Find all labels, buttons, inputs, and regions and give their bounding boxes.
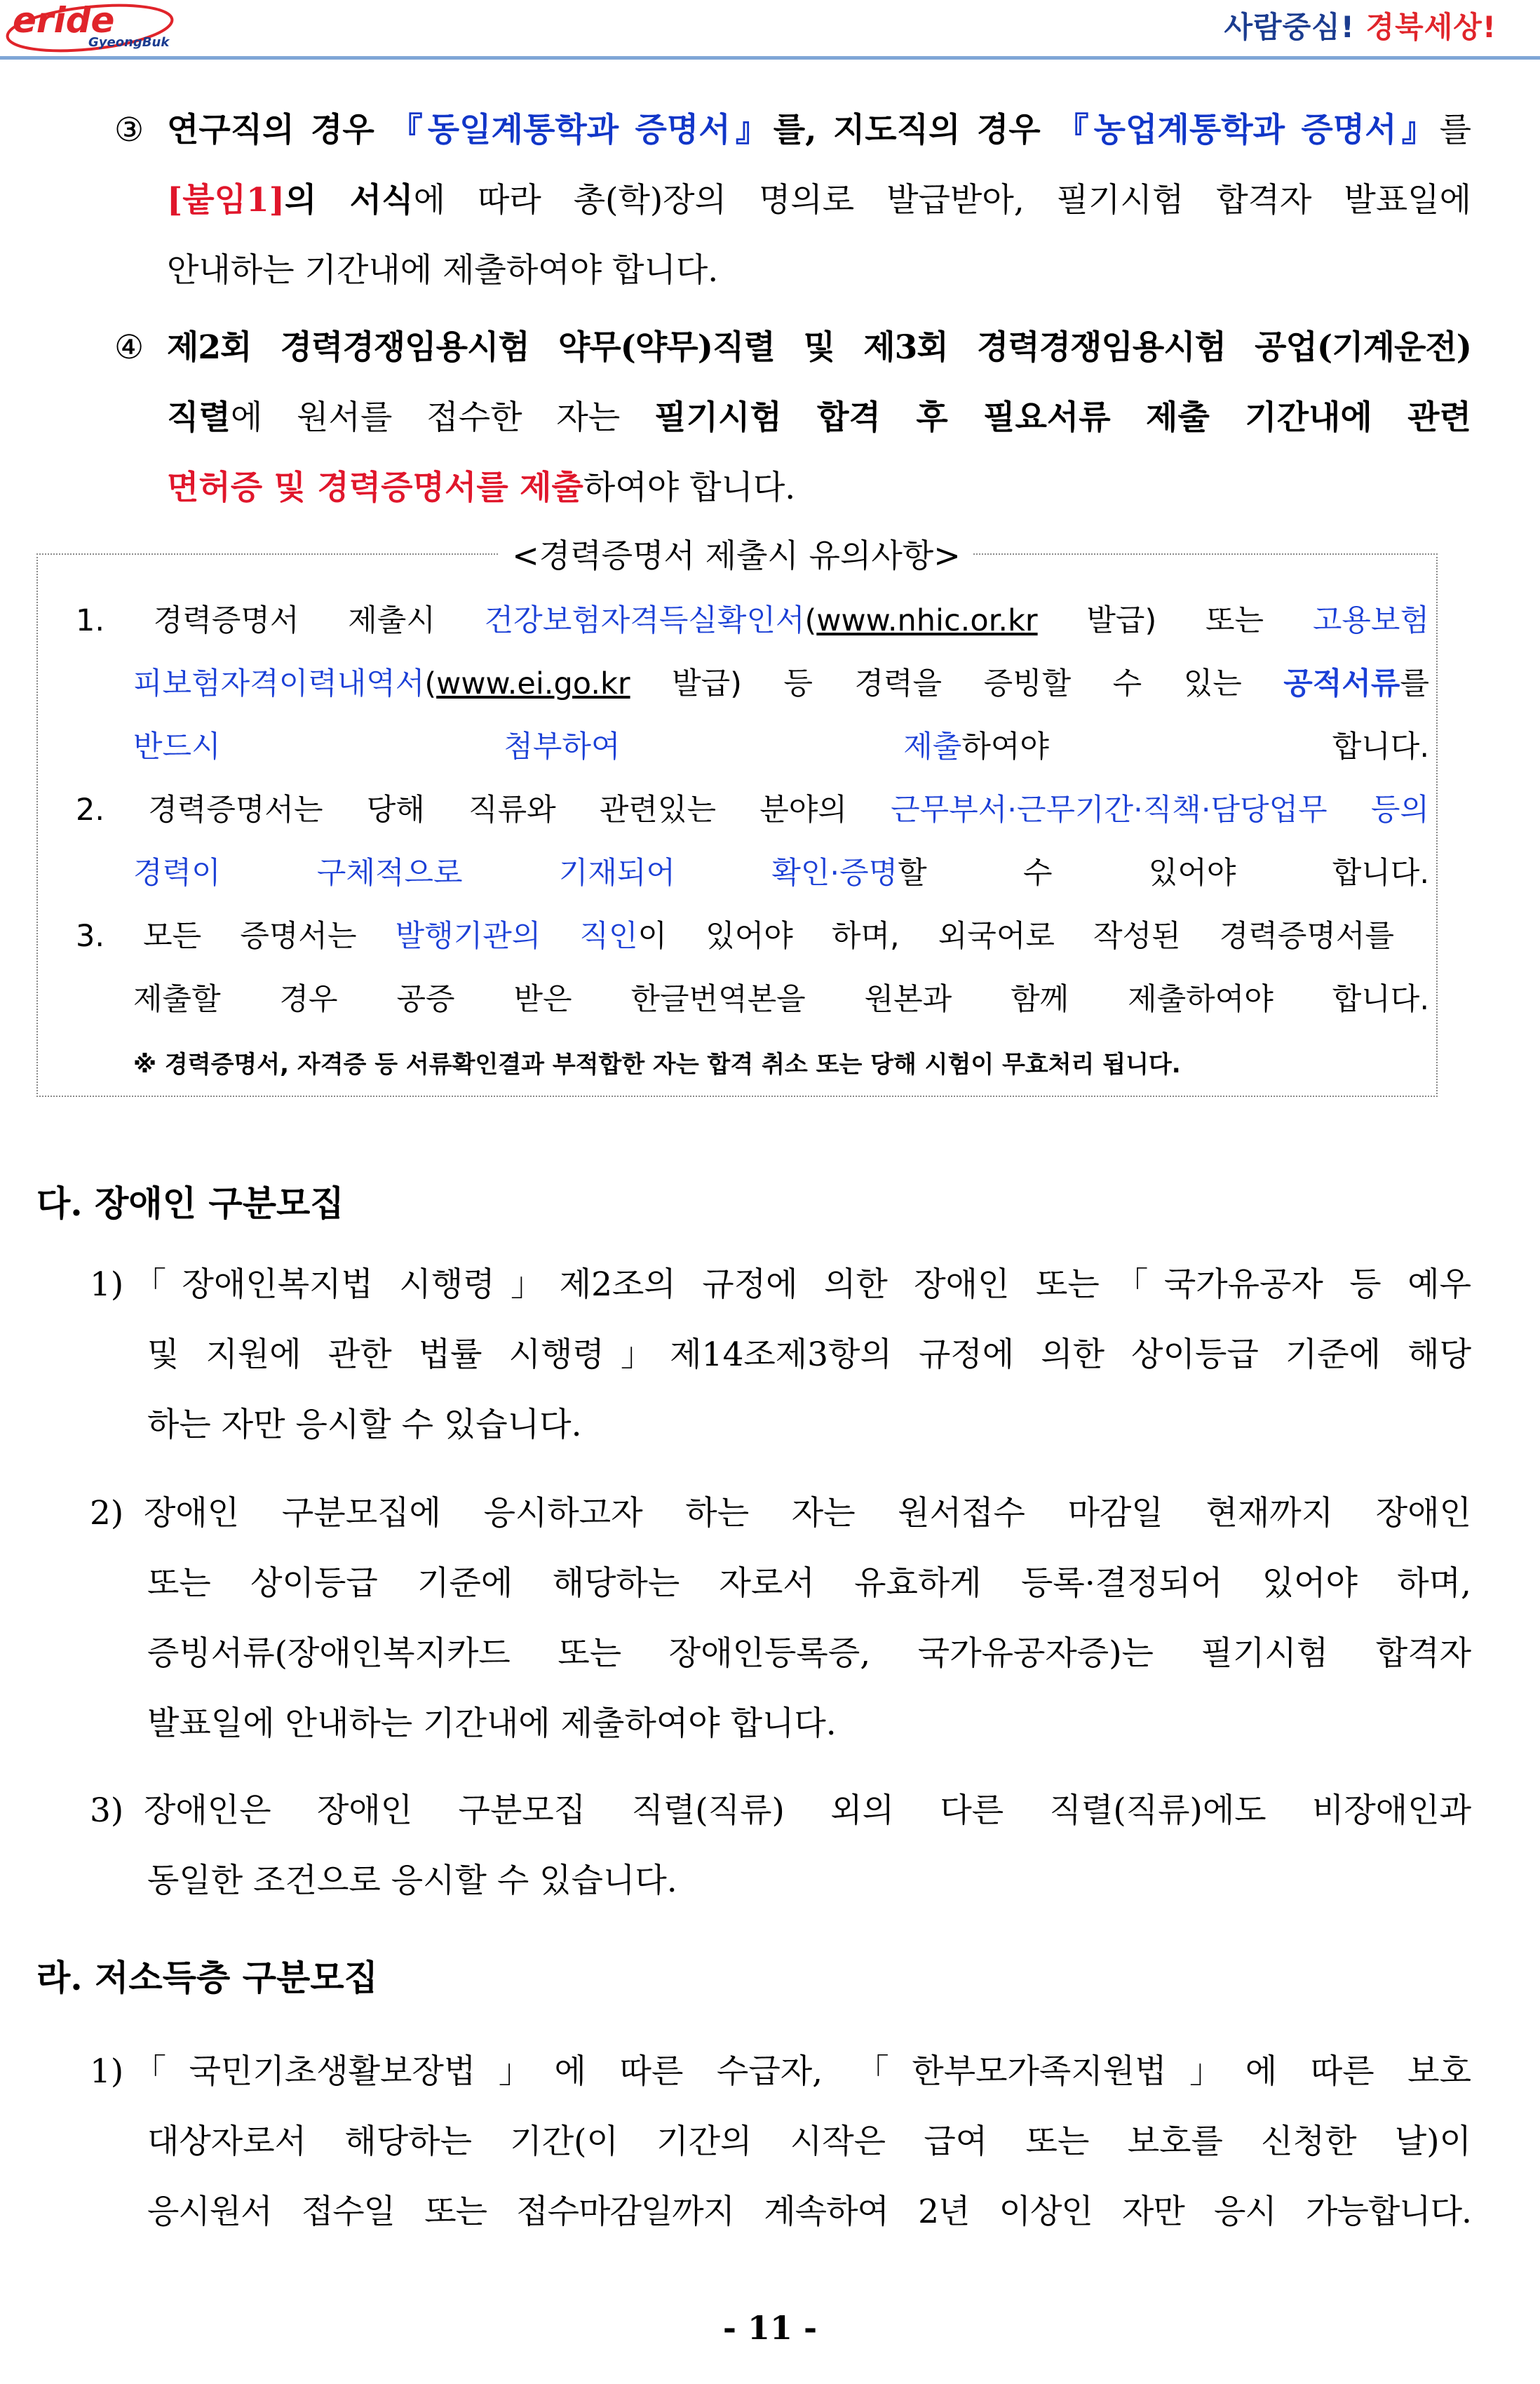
da-p1-line-2: 및 지원에 관한 법률 시행령」제14조제3항의 규정에 의한 상이등급 기준에 해당	[147, 1335, 1471, 1374]
item3-text-7: [붙임1]	[167, 181, 285, 220]
notice-item-3: 3. 모든 증명서는 발행기관의 직인이 있어야 하며, 외국어로 작성된 경력증명서를	[76, 919, 1395, 954]
da-p2-number: 2)	[90, 1494, 124, 1533]
item4-text-3: 에 원서를 접수한 자는	[230, 398, 655, 437]
ei-link[interactable]: www.ei.go.kr	[436, 666, 630, 701]
nhic-link[interactable]: www.nhic.or.kr	[816, 603, 1038, 638]
da-p3-number: 3)	[90, 1791, 124, 1830]
notice-item-2: 2. 경력증명서는 당해 직류와 관련있는 분야의 근무부서·근무기간·직책·담당업무 등의	[76, 793, 1429, 828]
item3-text-10: 안내하는 기간내에 제출하여야 합니다.	[167, 251, 719, 290]
notice-item-3-line-2: 제출할 경우 공증 받은 한글번역본을 원본과 함께 제출하여야 합니다.	[133, 982, 1429, 1017]
ra-p1-line-2: 대상자로서 해당하는 기간(이 기간의 시작은 급여 또는 보호를 신청한 날)이	[147, 2122, 1471, 2161]
section-da-heading: 다. 장애인 구분모집	[36, 1183, 344, 1224]
item3-text-3: 를,	[773, 111, 833, 149]
notice-warning: ※ 경력증명서, 자격증 등 서류확인결과 부적합한 자는 합격 취소 또는 당해 시험이 무효처리 됩니다.	[133, 1051, 1181, 1079]
item4-text-5: 면허증 및 경력증명서를 제출	[167, 469, 583, 507]
item4-text-1: 제2회 경력경쟁임용시험 약무(약무)직렬 및 제3회 경력경쟁임용시험 공업(기계운전)	[167, 328, 1471, 367]
da-p2-line-4: 발표일에 안내하는 기간내에 제출하여야 합니다.	[147, 1704, 837, 1743]
item4-text-2: 직렬	[167, 398, 231, 437]
da-p1-number: 1)	[90, 1265, 124, 1304]
notice-title: <경력증명서 제출시 유의사항>	[0, 530, 1473, 577]
logo-subtext: GyeongBuk	[88, 35, 170, 50]
ra-p1-number: 1)	[90, 2052, 124, 2091]
da-p2-line-1: 장애인 구분모집에 응시하고자 하는 자는 원서접수 마감일 현재까지 장애인	[144, 1494, 1471, 1533]
eride-logo	[4, 0, 180, 53]
item3-text-1: 연구직의 경우	[167, 111, 374, 149]
notice-item-1: 1. 경력증명서 제출시 건강보험자격득실확인서(www.nhic.or.kr 발급) 또는 고용보험	[76, 603, 1429, 638]
header-divider	[0, 56, 1540, 60]
item3-text-5: 『농업계통학과 증명서』	[1055, 111, 1440, 149]
da-p1-line-1: 「장애인복지법 시행령」제2조의 규정에 의한 장애인 또는「국가유공자 등 예우	[133, 1265, 1471, 1304]
item3-text-8: 의 서식	[284, 181, 414, 220]
item3-paragraph	[167, 95, 1471, 236]
item4-line-3	[167, 453, 1471, 523]
notice-item-1-line-2: 피보험자격이력내역서(www.ei.go.kr 발급) 등 경력을 증빙할 수 있는 공적서류를	[133, 666, 1429, 701]
item3-marker: ③	[114, 111, 144, 149]
item4-text-4: 필기시험 합격 후 필요서류 제출 기간내에 관련	[654, 398, 1471, 437]
notice-item-1-line-3: 반드시 첨부하여 제출하여야 합니다.	[133, 729, 1429, 765]
item3-text-2: 『동일계통학과 증명서』	[389, 111, 774, 149]
item4-marker: ④	[114, 328, 144, 367]
logo-text: eride	[13, 0, 115, 41]
header-slogan	[1224, 4, 1497, 46]
da-p2-line-3: 증빙서류(장애인복지카드 또는 장애인등록증, 국가유공자증)는 필기시험 합격자	[147, 1634, 1471, 1673]
da-p2-line-2: 또는 상이등급 기준에 해당하는 자로서 유효하게 등록·결정되어 있어야 하며,	[147, 1564, 1471, 1603]
ra-p1-line-1: 「국민기초생활보장법」에 따른 수급자, 「한부모가족지원법」에 따른 보호	[133, 2052, 1471, 2091]
da-p3-line-1: 장애인은 장애인 구분모집 직렬(직류) 외의 다른 직렬(직류)에도 비장애인과	[144, 1791, 1471, 1830]
slogan-part-2: 경북세상!	[1365, 10, 1497, 44]
slogan-part-1: 사람중심!	[1224, 10, 1355, 44]
item4-text-6: 하여야 합니다.	[583, 469, 796, 507]
ra-p1-line-3: 응시원서 접수일 또는 접수마감일까지 계속하여 2년 이상인 자만 응시 가능합니다.	[147, 2193, 1471, 2231]
item3-text-4: 지도직의 경우	[832, 111, 1041, 149]
section-ra-heading: 라. 저소득층 구분모집	[36, 1957, 378, 1998]
item4-paragraph	[167, 313, 1471, 453]
item3-text-6: 를	[1439, 111, 1472, 149]
notice-item-2-line-2: 경력이 구체적으로 기재되어 확인·증명할 수 있어야 합니다.	[133, 856, 1429, 891]
item3-text-9: 에 따라 총(학)장의 명의로 발급받아, 필기시험 합격자 발표일에	[413, 181, 1471, 220]
da-p3-line-2: 동일한 조건으로 응시할 수 있습니다.	[147, 1861, 677, 1900]
da-p1-line-3: 하는 자만 응시할 수 있습니다.	[147, 1406, 582, 1444]
page-number: - 11 -	[722, 2309, 818, 2347]
